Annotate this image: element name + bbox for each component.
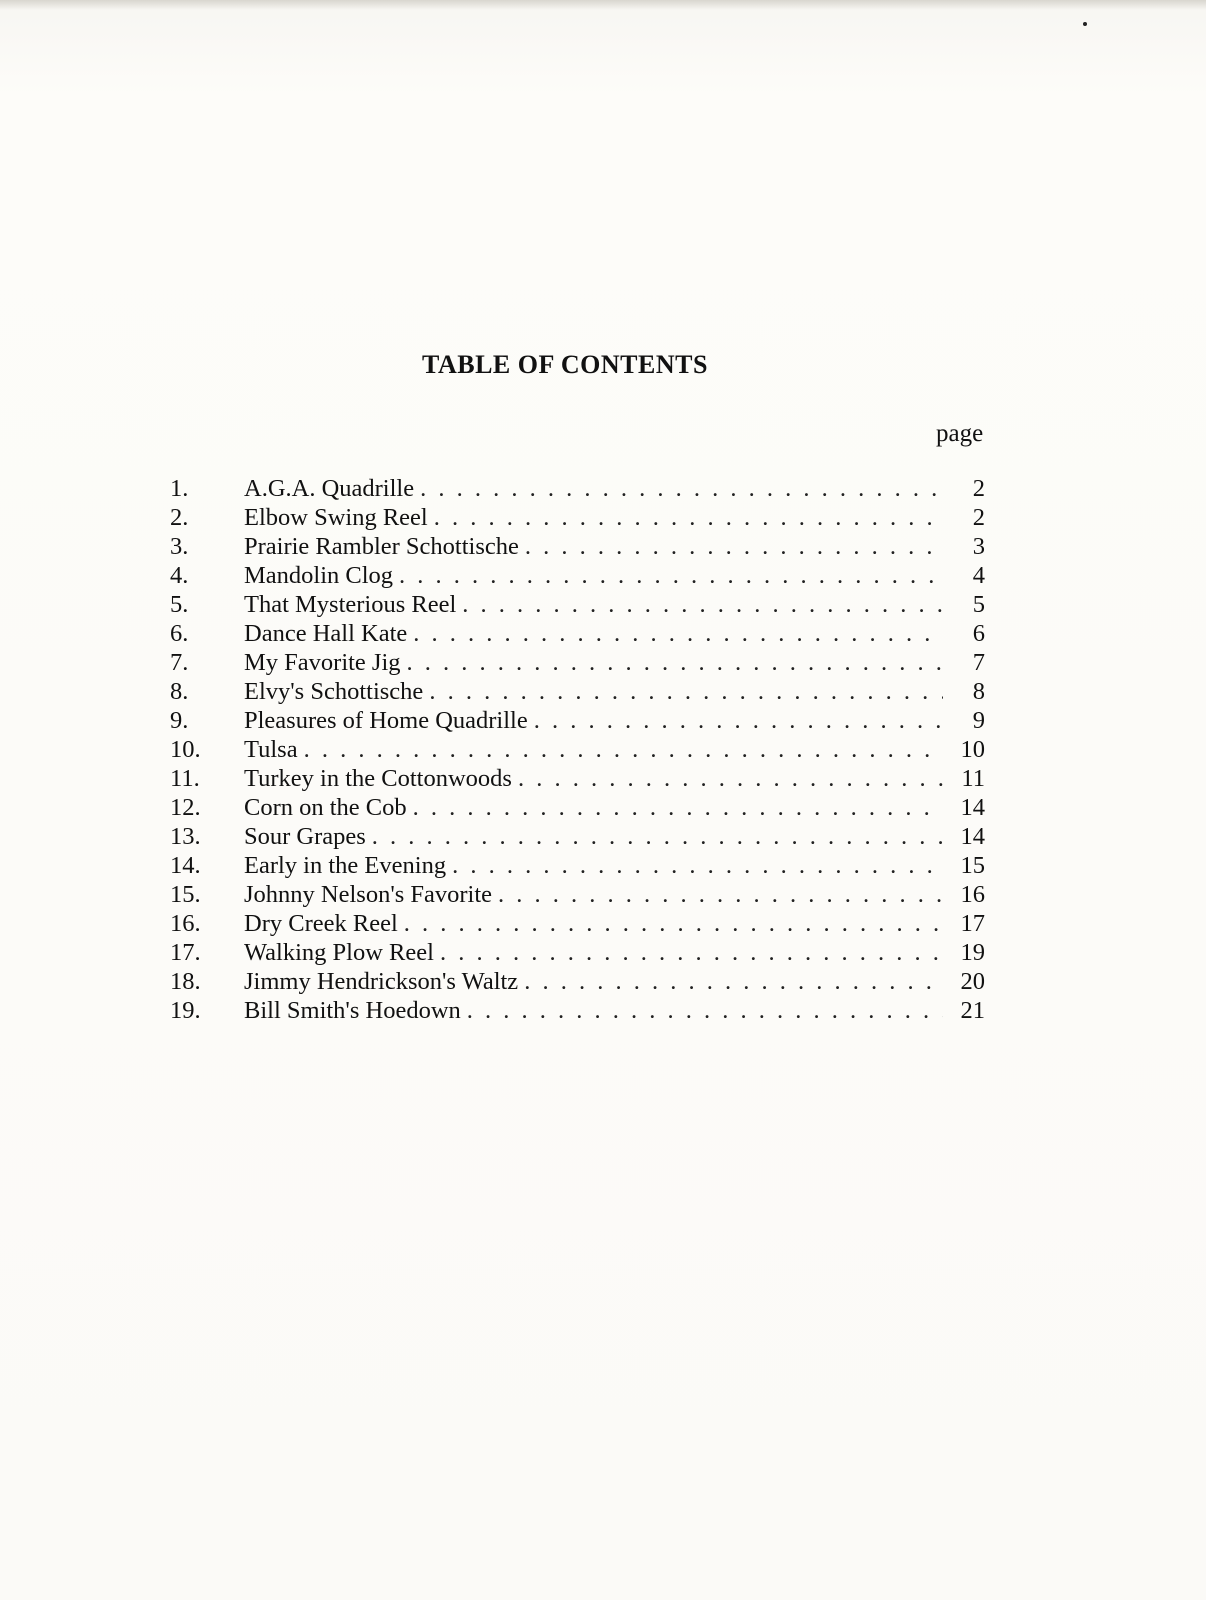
toc-entry-page: 20	[960, 968, 985, 995]
dot-leader	[440, 938, 943, 967]
toc-entry-page: 4	[972, 562, 985, 589]
toc-entry	[170, 735, 985, 764]
toc-entry	[170, 793, 985, 822]
toc-entry-page: 5	[972, 591, 985, 618]
toc-entry-number: 12.	[170, 794, 201, 821]
toc-entry-title: Corn on the Cob	[244, 794, 407, 821]
toc-entry-number: 1.	[170, 475, 189, 502]
toc-entry-number: 16.	[170, 910, 201, 937]
toc-entry-page: 6	[972, 620, 985, 647]
table-of-contents-list	[170, 474, 985, 1025]
toc-entry	[170, 822, 985, 851]
toc-entry	[170, 851, 985, 880]
toc-entry	[170, 648, 985, 677]
dot-leader	[462, 590, 943, 619]
toc-entry-number: 18.	[170, 968, 201, 995]
toc-entry	[170, 677, 985, 706]
toc-entry-number: 6.	[170, 620, 189, 647]
toc-entry-title: Johnny Nelson's Favorite	[244, 881, 493, 908]
dot-leader	[498, 880, 943, 909]
toc-entry	[170, 764, 985, 793]
toc-entry-number: 10.	[170, 736, 201, 763]
toc-entry-title: Jimmy Hendrickson's Waltz	[244, 968, 519, 995]
toc-entry-page: 11	[961, 765, 985, 792]
toc-entry-number: 5.	[170, 591, 189, 618]
toc-entry-page: 19	[960, 939, 985, 966]
toc-entry	[170, 503, 985, 532]
toc-entry-number: 17.	[170, 939, 201, 966]
toc-entry-number: 14.	[170, 852, 201, 879]
toc-entry	[170, 561, 985, 590]
toc-entry-page: 15	[960, 852, 985, 879]
toc-entry-page: 2	[972, 504, 985, 531]
toc-entry-title: Walking Plow Reel	[244, 939, 434, 966]
toc-entry-title: Dry Creek Reel	[244, 910, 398, 937]
dot-leader	[434, 503, 943, 532]
toc-entry-number: 19.	[170, 997, 201, 1024]
toc-entry-number: 8.	[170, 678, 189, 705]
toc-entry	[170, 938, 985, 967]
toc-entry-title: Turkey in the Cottonwoods	[244, 765, 512, 792]
dot-leader	[429, 677, 943, 706]
toc-entry-title: Mandolin Clog	[244, 562, 394, 589]
toc-entry	[170, 996, 985, 1025]
toc-entry-number: 11.	[170, 765, 200, 792]
toc-entry-page: 3	[972, 533, 985, 560]
toc-entry-number: 15.	[170, 881, 201, 908]
toc-entry-page: 8	[972, 678, 985, 705]
dot-leader	[407, 648, 943, 677]
dot-leader	[524, 967, 943, 996]
toc-entry-title: That Mysterious Reel	[244, 591, 457, 618]
toc-entry	[170, 474, 985, 503]
toc-entry-page: 14	[960, 823, 985, 850]
dot-leader	[413, 619, 943, 648]
ink-speck	[1083, 22, 1087, 26]
toc-entry-title: Tulsa	[244, 736, 298, 763]
toc-entry-number: 2.	[170, 504, 189, 531]
toc-entry-page: 17	[960, 910, 985, 937]
dot-leader	[304, 735, 943, 764]
toc-entry-page: 21	[960, 997, 985, 1024]
toc-entry-title: Sour Grapes	[244, 823, 366, 850]
dot-leader	[518, 764, 943, 793]
toc-entry-number: 9.	[170, 707, 189, 734]
toc-entry-page: 2	[972, 475, 985, 502]
toc-entry-page: 10	[960, 736, 985, 763]
toc-entry-title: My Favorite Jig	[244, 649, 401, 676]
page-column-header: page	[936, 420, 984, 447]
toc-entry-title: Bill Smith's Hoedown	[244, 997, 461, 1024]
toc-entry-title: Elvy's Schottische	[244, 678, 424, 705]
dot-leader	[372, 822, 943, 851]
toc-entry-title: Prairie Rambler Schottische	[244, 533, 519, 560]
page-title: TABLE OF CONTENTS	[422, 350, 708, 379]
toc-entry-number: 4.	[170, 562, 189, 589]
toc-entry-number: 7.	[170, 649, 189, 676]
dot-leader	[452, 851, 943, 880]
toc-entry-title: Dance Hall Kate	[244, 620, 408, 647]
dot-leader	[420, 474, 943, 503]
page-edge-shadow	[0, 0, 1206, 10]
toc-entry	[170, 619, 985, 648]
toc-entry	[170, 880, 985, 909]
dot-leader	[525, 532, 943, 561]
dot-leader	[413, 793, 943, 822]
toc-entry-number: 13.	[170, 823, 201, 850]
toc-entry-page: 9	[972, 707, 985, 734]
toc-entry-page: 16	[960, 881, 985, 908]
toc-entry	[170, 532, 985, 561]
toc-entry-title: A.G.A. Quadrille	[244, 475, 415, 502]
toc-entry	[170, 590, 985, 619]
toc-entry-title: Early in the Evening	[244, 852, 447, 879]
toc-entry	[170, 706, 985, 735]
toc-entry-page: 14	[960, 794, 985, 821]
dot-leader	[399, 561, 943, 590]
toc-entry-title: Pleasures of Home Quadrille	[244, 707, 528, 734]
toc-entry-page: 7	[972, 649, 985, 676]
toc-entry	[170, 967, 985, 996]
dot-leader	[404, 909, 943, 938]
dot-leader	[467, 996, 943, 1025]
toc-entry-title: Elbow Swing Reel	[244, 504, 428, 531]
dot-leader	[534, 706, 943, 735]
toc-entry	[170, 909, 985, 938]
toc-entry-number: 3.	[170, 533, 189, 560]
